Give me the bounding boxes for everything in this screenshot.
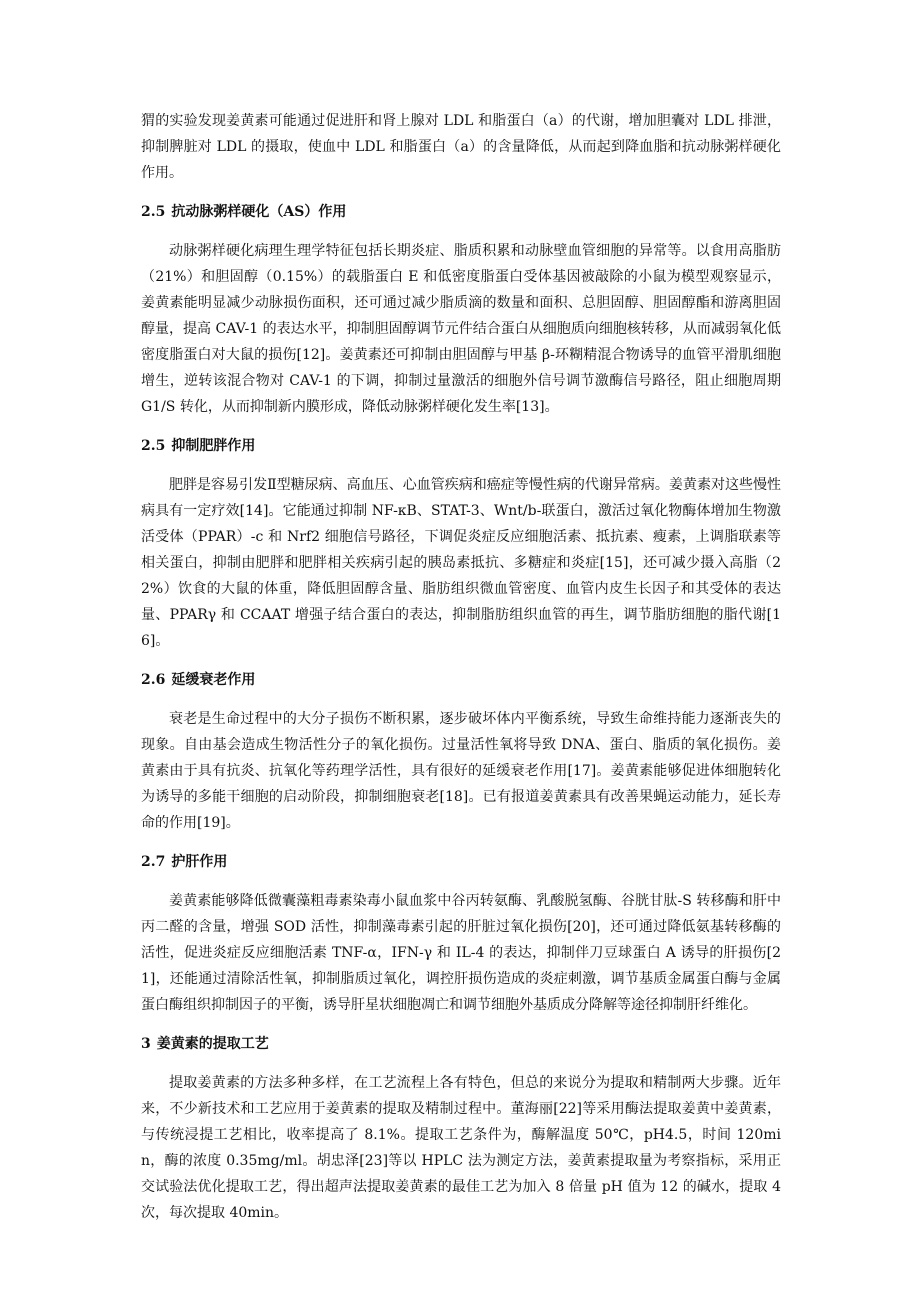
section-number: 2.6 bbox=[141, 672, 166, 688]
paragraph-extraction-process: 提取姜黄素的方法多种多样，在工艺流程上各有特色，但总的来说分为提取和精制两大步骤。近年来，不少新技术和工艺应用于姜黄素的提取及精制过程中。董海丽[22]等采用酶法提取姜黄中姜黄素，与传统浸提工艺相比，收率提高了 8.1%。提取工艺条件为，酶解温度 50℃，pH4.5，时间 120min，酶的浓度 0.35mg/ml。胡忠泽[23]等以 HPLC 法为测定方法，姜黄素提取量为考察指标，采用正交试验法优化提取工艺，得出超声法提取姜黄素的最佳工艺为加入 8 倍量 pH 值为 12 的碱水，提取 4 次，每次提取 40min。 bbox=[141, 1075, 781, 1221]
paragraph-anti-aging: 衰老是生命过程中的大分子损伤不断积累，逐步破坏体内平衡系统，导致生命维持能力逐渐丧失的现象。自由基会造成生物活性分子的氧化损伤。过量活性氧将导致 DNA、蛋白、脂质的氧化损伤。姜黄素由于具有抗炎、抗氧化等药理学活性，具有很好的延缓衰老作用[17]。姜黄素能够促进体细胞转化为诱导的多能干细胞的启动阶段，抑制细胞衰老[18]。已有报道姜黄素具有改善果蝇运动能力，延长寿命的作用[19]。 bbox=[141, 711, 781, 831]
section-title: 延缓衰老作用 bbox=[171, 672, 256, 688]
paragraph-liver-protection: 姜黄素能够降低微囊藻粗毒素染毒小鼠血浆中谷丙转氨酶、乳酸脱氢酶、谷胱甘肽-S 转移酶和肝中丙二醛的含量，增强 SOD 活性，抑制藻毒素引起的肝脏过氧化损伤[20]，还可通过降低氨基转移酶的活性，促进炎症反应细胞活素 TNF-α，IFN-γ 和 IL-4 的表达，抑制伴刀豆球蛋白 A 诱导的肝损伤[21]，还能通过清除活性氧，抑制脂质过氧化，调控肝损伤造成的炎症刺激，调节基质金属蛋白酶与金属蛋白酶组织抑制因子的平衡，诱导肝星状细胞凋亡和调节细胞外基质成分降解等途径抑制肝纤维化。 bbox=[141, 893, 781, 1013]
paragraph-lipid-lowering-continued: 猬的实验发现姜黄素可能通过促进肝和肾上腺对 LDL 和脂蛋白（a）的代谢，增加胆囊对 LDL 排泄，抑制脾脏对 LDL 的摄取，使血中 LDL 和脂蛋白（a）的含量降低，从而起到降血脂和抗动脉粥样硬化作用。 bbox=[141, 113, 781, 181]
section-title: 抗动脉粥样硬化（AS）作用 bbox=[171, 204, 347, 220]
section-heading-liver-protection bbox=[141, 850, 781, 874]
section-title: 抑制肥胖作用 bbox=[171, 438, 256, 454]
paragraph-anti-atherosclerosis: 动脉粥样硬化病理生理学特征包括长期炎症、脂质积累和动脉壁血管细胞的异常等。以食用高脂肪（21%）和胆固醇（0.15%）的载脂蛋白 E 和低密度脂蛋白受体基因被敲除的小鼠为模型观察显示，姜黄素能明显减少动脉损伤面积，还可通过减少脂质滴的数量和面积、总胆固醇、胆固醇酯和游离胆固醇量，提高 CAV-1 的表达水平，抑制胆固醇调节元件结合蛋白从细胞质向细胞核转移，从而减弱氧化低密度脂蛋白对大鼠的损伤[12]。姜黄素还可抑制由胆固醇与甲基 β-环糊精混合物诱导的血管平滑肌细胞增生，逆转该混合物对 CAV-1 的下调，抑制过量激活的细胞外信号调节激酶信号路径，阻止细胞周期 G1/S 转化，从而抑制新内膜形成，降低动脉粥样硬化发生率[13]。 bbox=[141, 243, 781, 415]
section-number: 2.7 bbox=[141, 854, 166, 870]
paragraph-anti-obesity: 肥胖是容易引发Ⅱ型糖尿病、高血压、心血管疾病和癌症等慢性病的代谢异常病。姜黄素对这些慢性病具有一定疗效[14]。它能通过抑制 NF-κB、STAT-3、Wnt/b-联蛋白，激活过氧化物酶体增加生物激活受体（PPAR）-c 和 Nrf2 细胞信号路径，下调促炎症反应细胞活素、抵抗素、瘦素，上调脂联素等相关蛋白，抑制由肥胖和肥胖相关疾病引起的胰岛素抵抗、多糖症和炎症[15]，还可减少摄入高脂（22%）饮食的大鼠的体重，降低胆固醇含量、脂肪组织微血管密度、血管内皮生长因子和其受体的表达量、PPARγ 和 CCAAT 增强子结合蛋白的表达，抑制脂肪组织血管的再生，调节脂肪细胞的脂代谢[16]。 bbox=[141, 477, 781, 649]
section-heading-anti-obesity bbox=[141, 434, 781, 458]
section-heading-anti-atherosclerosis bbox=[141, 200, 781, 224]
section-title: 护肝作用 bbox=[171, 854, 228, 870]
section-number: 3 bbox=[141, 1036, 151, 1052]
section-number: 2.5 bbox=[141, 438, 166, 454]
document-page bbox=[141, 108, 781, 1240]
section-heading-extraction-process bbox=[141, 1032, 781, 1056]
section-heading-anti-aging bbox=[141, 668, 781, 692]
section-number: 2.5 bbox=[141, 204, 166, 220]
section-title: 姜黄素的提取工艺 bbox=[156, 1036, 269, 1052]
